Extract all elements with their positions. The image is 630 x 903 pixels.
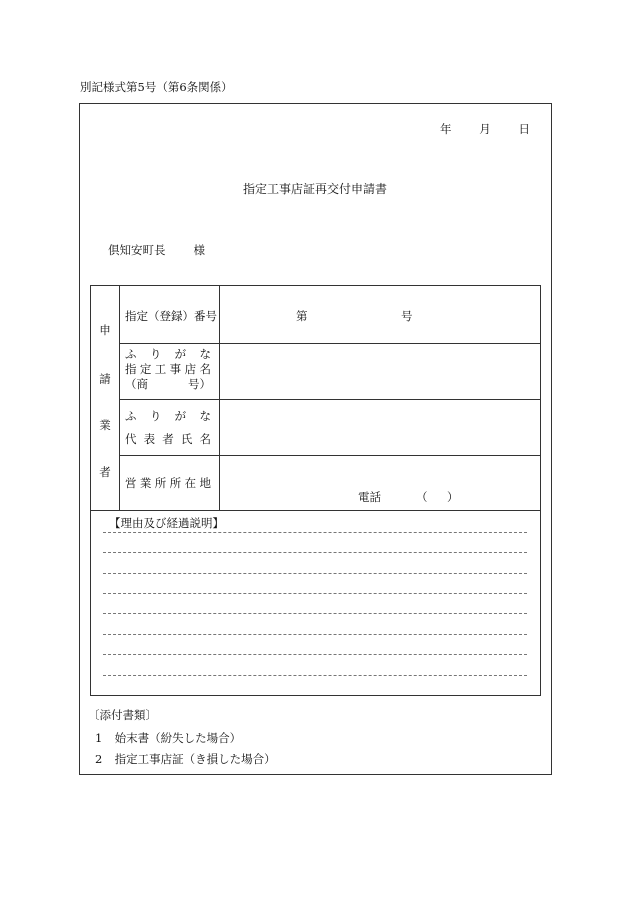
representative-furigana — [125, 408, 211, 424]
side-label-char: 申 — [99, 323, 111, 337]
column-divider — [119, 286, 120, 510]
furigana-char: ふ — [125, 347, 137, 361]
reason-line[interactable] — [103, 532, 527, 533]
reason-line[interactable] — [103, 675, 527, 676]
label-char: 工 — [154, 362, 167, 376]
representative-label — [125, 431, 211, 447]
side-label-char: 請 — [99, 372, 111, 386]
trade-name-open: （商 — [125, 377, 148, 391]
attachment-text: 始末書（紛失した場合） — [114, 731, 242, 745]
reason-line[interactable] — [103, 573, 527, 574]
label-char: 指 — [125, 362, 137, 376]
attachment-number: 2 — [95, 752, 103, 766]
row-divider — [119, 399, 540, 400]
reason-line[interactable] — [103, 552, 527, 553]
phone-field[interactable] — [389, 486, 499, 506]
column-divider — [219, 286, 220, 510]
label-char: 在 — [184, 476, 197, 490]
office-address-label — [125, 475, 211, 491]
label-char: 表 — [143, 432, 156, 446]
reason-line[interactable] — [103, 593, 527, 594]
attachment-item — [95, 751, 276, 767]
reason-heading: 【理由及び経過説明】 — [109, 516, 224, 530]
furigana-char: り — [149, 409, 162, 423]
label-char: 業 — [139, 476, 152, 490]
label-char: 定 — [139, 362, 152, 376]
form-number: 別記様式第5号（第6条関係） — [80, 80, 233, 94]
trade-name-close: 号） — [188, 377, 211, 391]
label-char: 所 — [169, 476, 182, 490]
furigana-char: が — [174, 409, 187, 423]
reason-line[interactable] — [103, 634, 527, 635]
furigana-char: な — [199, 347, 211, 361]
furigana-char: が — [174, 347, 187, 361]
furigana-char: ふ — [125, 409, 137, 423]
attachment-text: 指定工事店証（き損した場合） — [114, 752, 276, 766]
store-name-field[interactable] — [221, 345, 539, 397]
reg-number-label: 指定（登録）番号 — [125, 309, 217, 323]
date-month-label: 月 — [479, 122, 491, 136]
reg-number-prefix: 第 — [296, 309, 308, 323]
attachment-item — [95, 730, 241, 746]
representative-name-field[interactable] — [221, 401, 539, 453]
label-char: 名 — [199, 362, 211, 376]
reason-line[interactable] — [103, 654, 527, 655]
addressee-honorific: 様 — [193, 243, 205, 257]
label-char: 営 — [125, 476, 137, 490]
row-divider — [119, 455, 540, 456]
date-day-label: 日 — [518, 122, 530, 136]
attachments-heading: 〔添付書類〕 — [88, 708, 157, 722]
section-divider — [91, 510, 540, 511]
label-char: 氏 — [180, 432, 193, 446]
label-char: 地 — [199, 476, 211, 490]
reason-line[interactable] — [103, 613, 527, 614]
label-char: 者 — [162, 432, 174, 446]
phone-paren-open: （ — [416, 490, 428, 504]
store-name-furigana — [125, 346, 211, 362]
phone-label: 電話 — [358, 490, 381, 504]
date-line — [440, 121, 530, 137]
side-label-char: 業 — [99, 418, 111, 432]
reg-number-field[interactable] — [323, 300, 395, 330]
trade-name-label — [125, 376, 211, 392]
label-char: 事 — [169, 362, 182, 376]
store-name-label — [125, 361, 211, 377]
phone-paren-close: ） — [447, 490, 459, 504]
office-address-field[interactable] — [221, 457, 539, 485]
document-title: 指定工事店証再交付申請書 — [242, 182, 387, 196]
label-char: 店 — [184, 362, 197, 376]
row-divider — [119, 343, 540, 344]
label-char: 代 — [125, 432, 137, 446]
label-char: 名 — [199, 432, 211, 446]
date-year-label: 年 — [440, 122, 452, 136]
label-char: 所 — [154, 476, 167, 490]
attachment-number: 1 — [95, 731, 103, 745]
addressee — [108, 242, 205, 258]
furigana-char: な — [199, 409, 211, 423]
side-label-char: 者 — [99, 465, 111, 479]
application-table — [90, 285, 541, 696]
reg-number-suffix: 号 — [401, 309, 413, 323]
addressee-name: 倶知安町長 — [108, 243, 166, 257]
furigana-char: り — [149, 347, 162, 361]
